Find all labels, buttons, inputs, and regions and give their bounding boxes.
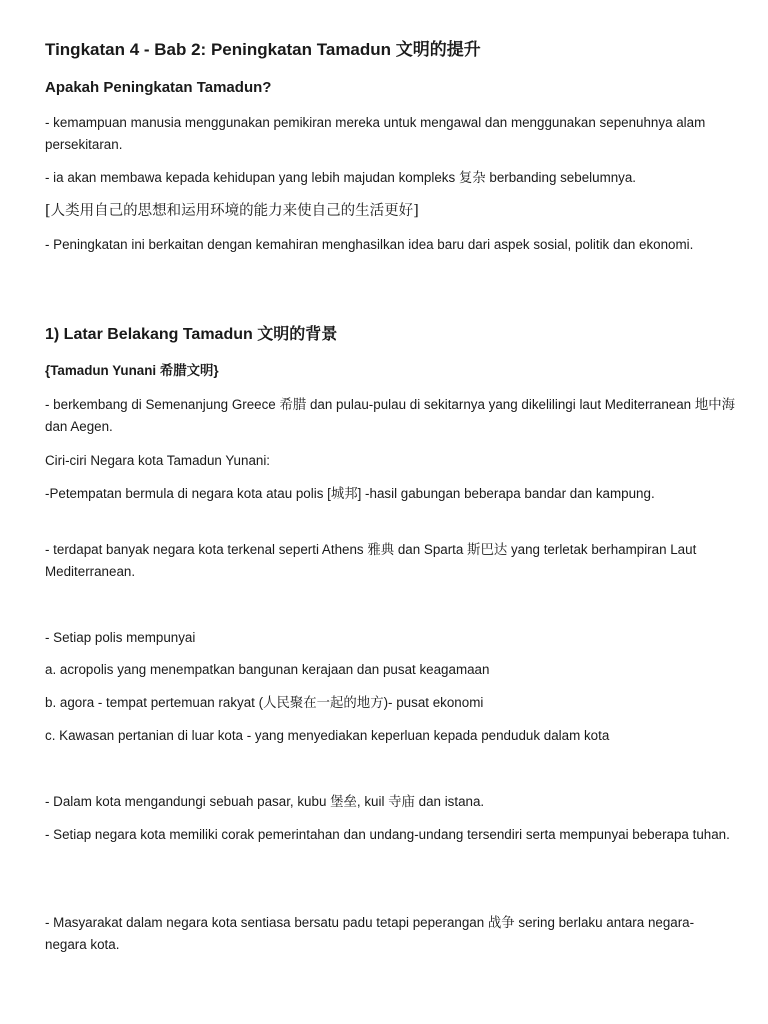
section1-heading: 1) Latar Belakang Tamadun 文明的背景 bbox=[45, 326, 338, 343]
intro-paragraph-3: [人类用自己的思想和运用环境的能力来使自己的生活更好] bbox=[45, 203, 419, 219]
intro-paragraph-1: - kemampuan manusia menggunakan pemikiran mereka untuk mengawal dan menggunakan sepenuhnya alam persekitaran. bbox=[45, 115, 706, 152]
section1-list-item-c: c. Kawasan pertanian di luar kota - yang menyediakan keperluan kepada penduduk dalam kota bbox=[45, 728, 610, 743]
intro-heading: Apakah Peningkatan Tamadun? bbox=[45, 79, 272, 96]
intro-paragraph-2: - ia akan membawa kepada kehidupan yang lebih majudan kompleks 复杂 berbanding sebelumnya. bbox=[45, 170, 637, 185]
page-title: Tingkatan 4 - Bab 2: Peningkatan Tamadun 文明的提升 bbox=[45, 40, 481, 59]
section1-paragraph-11: - Masyarakat dalam negara kota sentiasa bersatu padu tetapi peperangan 战争 sering berlaku antara negara-negara kota. bbox=[45, 915, 695, 952]
section1-list-item-b: b. agora - tempat pertemuan rakyat (人民聚在一起的地方)- pusat ekonomi bbox=[45, 695, 484, 710]
section1-paragraph-9: - Dalam kota mengandungi sebuah pasar, kubu 堡垒, kuil 寺庙 dan istana. bbox=[45, 794, 485, 809]
section1-paragraph-2: Ciri-ciri Negara kota Tamadun Yunani: bbox=[45, 453, 271, 468]
section1-paragraph-4: - terdapat banyak negara kota terkenal seperti Athens 雅典 dan Sparta 斯巴达 yang terletak berhampiran Laut Mediterranean. bbox=[45, 542, 697, 579]
section1-paragraph-3: -Petempatan bermula di negara kota atau polis [城邦] -hasil gabungan beberapa bandar dan kampung. bbox=[45, 486, 655, 501]
section1-list-item-a: a. acropolis yang menempatkan bangunan kerajaan dan pusat keagamaan bbox=[45, 662, 490, 677]
section1-paragraph-1: - berkembang di Semenanjung Greece 希腊 dan pulau-pulau di sekitarnya yang dikelilingi laut Mediterranean 地中海 dan Aegen. bbox=[45, 397, 735, 434]
intro-paragraph-4: - Peningkatan ini berkaitan dengan kemahiran menghasilkan idea baru dari aspek sosial, politik dan ekonomi. bbox=[45, 237, 694, 252]
section1-subheading: {Tamadun Yunani 希腊文明} bbox=[45, 363, 219, 378]
section1-paragraph-10: - Setiap negara kota memiliki corak pemerintahan dan undang-undang tersendiri serta mempunyai beberapa tuhan. bbox=[45, 827, 730, 842]
section1-paragraph-5: - Setiap polis mempunyai bbox=[45, 630, 196, 645]
